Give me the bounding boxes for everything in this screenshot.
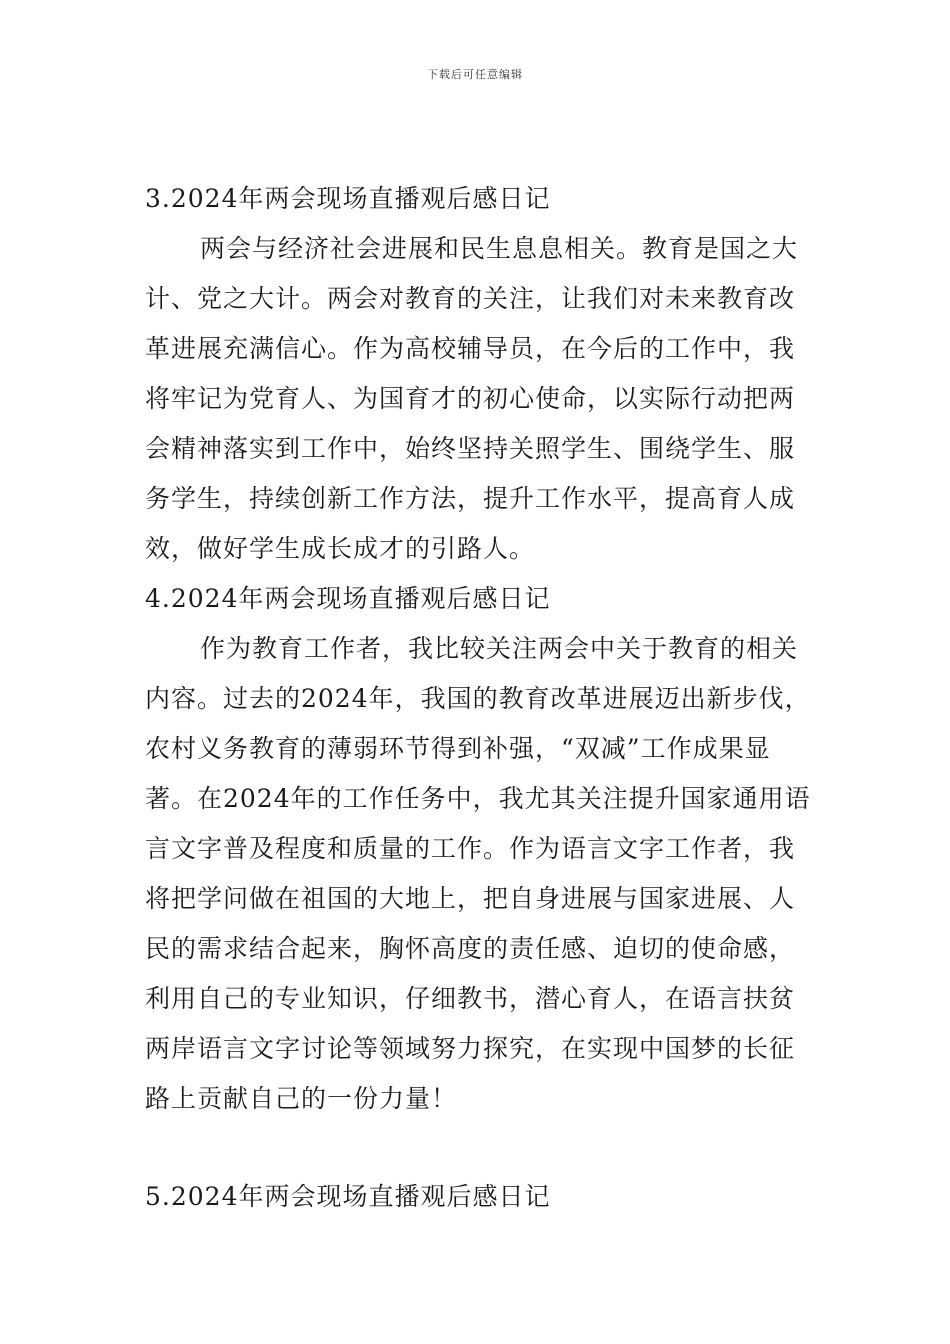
section-heading: 4.2024年两会现场直播观后感日记: [145, 584, 551, 613]
paragraph-line: 计、党之大计。两会对教育的关注，让我们对未来教育改: [145, 284, 796, 313]
paragraph-line: 路上贡献自己的一份力量！: [145, 1084, 458, 1113]
paragraph-line: 著。在2024年的工作任务中，我尤其关注提升国家通用语: [145, 784, 811, 813]
paragraph-line: 利用自己的专业知识，仔细教书，潜心育人，在语言扶贫: [145, 984, 796, 1013]
page-header-note: 下载后可任意编辑: [427, 68, 523, 81]
paragraph-line: 两会与经济社会进展和民生息息相关。教育是国之大: [200, 234, 799, 263]
paragraph-line: 内容。过去的2024年，我国的教育改革进展迈出新步伐，: [145, 684, 811, 713]
paragraph-line: 将把学问做在祖国的大地上，把自身进展与国家进展、人: [145, 884, 796, 913]
paragraph-line: 务学生，持续创新工作方法，提升工作水平，提高育人成: [145, 484, 796, 513]
paragraph-line: 农村义务教育的薄弱环节得到补强，“双减”工作成果显: [145, 734, 771, 763]
paragraph-line: 效，做好学生成长成才的引路人。: [145, 534, 536, 563]
paragraph-line: 民的需求结合起来，胸怀高度的责任感、迫切的使命感，: [145, 934, 796, 963]
paragraph-line: 两岸语言文字讨论等领域努力探究，在实现中国梦的长征: [145, 1034, 796, 1063]
section-heading: 5.2024年两会现场直播观后感日记: [145, 1182, 551, 1211]
paragraph-line: 将牢记为党育人、为国育才的初心使命，以实际行动把两: [145, 384, 796, 413]
section-heading: 3.2024年两会现场直播观后感日记: [145, 184, 551, 213]
paragraph-line: 言文字普及程度和质量的工作。作为语言文字工作者，我: [145, 834, 796, 863]
paragraph-line: 会精神落实到工作中，始终坚持关照学生、围绕学生、服: [145, 434, 796, 463]
paragraph-line: 作为教育工作者，我比较关注两会中关于教育的相关: [200, 634, 799, 663]
paragraph-line: 革进展充满信心。作为高校辅导员，在今后的工作中，我: [145, 334, 796, 363]
